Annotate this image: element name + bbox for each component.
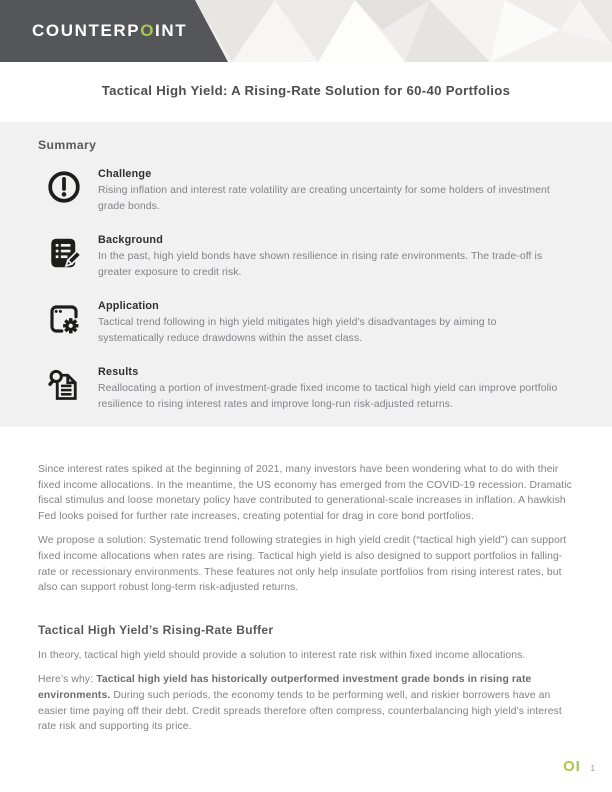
summary-item-challenge bbox=[38, 168, 574, 214]
header bbox=[0, 0, 612, 62]
summary-item-title: Application bbox=[98, 300, 159, 312]
summary-item-body: Rising inflation and interest rate volatility are creating uncertainty for some holders of investment grade bonds. bbox=[98, 185, 550, 212]
summary-item-body: In the past, high yield bonds have shown resilience in rising rate environments. The trade-off is greater exposure to credit risk. bbox=[98, 251, 543, 278]
section-heading-rising-rate-buffer: Tactical High Yield’s Rising-Rate Buffer bbox=[38, 622, 274, 637]
document-search-icon bbox=[46, 367, 82, 403]
summary-section bbox=[0, 122, 612, 427]
page-number: 1 bbox=[590, 764, 595, 773]
summary-heading: Summary bbox=[38, 138, 97, 152]
summary-item-text bbox=[98, 168, 562, 214]
summary-item-results bbox=[38, 366, 574, 412]
body-paragraph-2: We propose a solution: Systematic trend following strategies in high yield credit (“tactical high yield”) can support fixed income allocations when rates are rising. Tactical high yield is also designed to support portfolios in falling-rate or recessionary environments. These features not only help insulate portfolios from rising interest rates, but also can support robust long-term risk-adjusted returns. bbox=[38, 535, 567, 594]
logo-text-pre: COUNTERP bbox=[32, 21, 141, 40]
window-gear-icon bbox=[46, 301, 82, 337]
paragraph-4-prefix: Here’s why: bbox=[38, 674, 97, 686]
counterpoint-logo bbox=[32, 21, 187, 41]
summary-item-background bbox=[38, 234, 574, 280]
logo-accent-letter: O bbox=[140, 21, 156, 40]
summary-item-title: Background bbox=[98, 234, 163, 246]
summary-item-body: Tactical trend following in high yield mitigates high yield’s disadvantages by aiming to systematically reduce drawdowns within the asset class. bbox=[98, 317, 497, 344]
footer-logo-mark: OI bbox=[563, 758, 581, 775]
body-paragraph-4 bbox=[38, 672, 575, 734]
paragraph-4-rest: During such periods, the economy tends to be performing well, and riskier borrowers have an easier time paying off their debt. Credit spreads therefore often compress, counterbalancing high yield’s interest rate risk and supporting its price. bbox=[38, 689, 562, 733]
logo-text-post: INT bbox=[155, 21, 188, 40]
page-footer bbox=[563, 758, 595, 775]
page-title: Tactical High Yield: A Rising-Rate Solution for 60-40 Portfolios bbox=[101, 83, 511, 98]
summary-item-body: Reallocating a portion of investment-grade fixed income to tactical high yield can improve portfolio resilience to rising interest rates and improve long-run risk-adjusted returns. bbox=[98, 383, 558, 410]
body-content bbox=[38, 462, 575, 744]
note-edit-icon bbox=[46, 235, 82, 271]
summary-item-text bbox=[98, 234, 562, 280]
summary-item-title: Challenge bbox=[98, 168, 152, 180]
summary-item-text bbox=[98, 366, 562, 412]
paragraph-4-bold-claim: Tactical high yield has historically outperformed investment grade bonds in rising rate environments. bbox=[38, 674, 532, 701]
summary-item-application bbox=[38, 300, 574, 346]
body-paragraph-1: Since interest rates spiked at the beginning of 2021, many investors have been wondering what to do with their fixed income allocations. In the meantime, the US economy has emerged from the COVID-19 recession. Dramatic fiscal stimulus and loose monetary policy have contributed to generational-scale increases in inflation. A hawkish Fed looks poised for further rate increases, creating potential for drag in core bond portfolios. bbox=[38, 464, 572, 522]
alert-circle-icon bbox=[46, 169, 82, 205]
summary-item-text bbox=[98, 300, 562, 346]
summary-item-title: Results bbox=[98, 366, 139, 378]
body-paragraph-3: In theory, tactical high yield should provide a solution to interest rate risk within fixed income allocations. bbox=[38, 649, 526, 661]
